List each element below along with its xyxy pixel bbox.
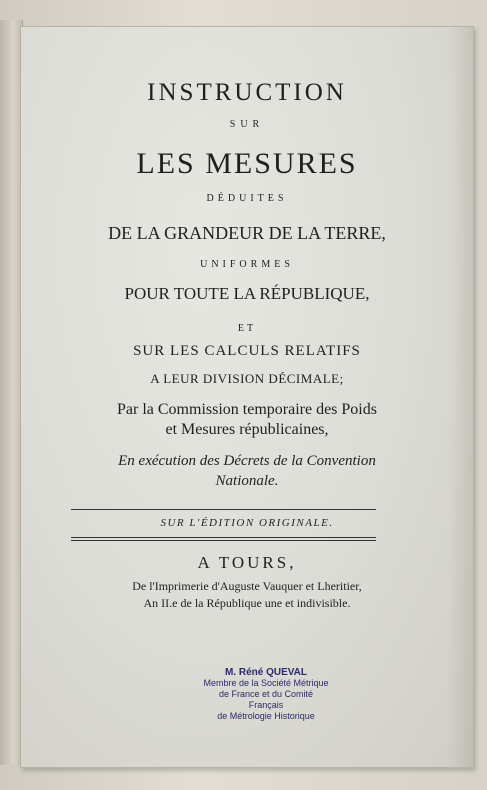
title-et: ET: [237, 323, 257, 334]
year-line: An II.e de la République une et indivisible.: [143, 596, 351, 610]
title-sur: SUR: [229, 119, 265, 130]
top-rule: [71, 509, 376, 510]
author-line-1: Par la Commission temporaire des Poids: [117, 401, 377, 418]
title-uniformes: UNIFORMES: [200, 259, 294, 270]
place-line: A TOURS,: [197, 553, 297, 572]
stamp-line-2: de France et du Comité Français: [218, 689, 314, 710]
bottom-rule: [71, 537, 376, 541]
author-line-2: et Mesures républicaines,: [165, 421, 329, 438]
title-division: A LEUR DIVISION DÉCIMALE;: [150, 371, 344, 386]
edition-line: SUR L'ÉDITION ORIGINALE.: [160, 517, 334, 529]
owner-stamp: [201, 667, 331, 722]
decree-line-1: En exécution des Décrets de la Convention: [118, 453, 376, 469]
title-pour-toute: POUR TOUTE LA RÉPUBLIQUE,: [124, 284, 370, 303]
title-page: [20, 26, 474, 768]
title-les-mesures: LES MESURES: [136, 147, 358, 180]
title-grandeur: DE LA GRANDEUR DE LA TERRE,: [108, 223, 386, 243]
stamp-line-3: de Métrologie Historique: [217, 711, 315, 721]
title-deduites: DÉDUITES: [206, 193, 288, 204]
title-instruction: INSTRUCTION: [147, 79, 347, 106]
page-edge-shadow: [447, 27, 473, 767]
title-calculs: SUR LES CALCULS RELATIFS: [133, 343, 361, 359]
stamp-line-1: Membre de la Société Métrique: [203, 678, 329, 688]
decree-line-2: Nationale.: [215, 473, 279, 489]
stamp-name: M. Réné QUEVAL: [224, 667, 308, 678]
printer-line: De l'Imprimerie d'Auguste Vauquer et Lheritier,: [132, 579, 362, 593]
